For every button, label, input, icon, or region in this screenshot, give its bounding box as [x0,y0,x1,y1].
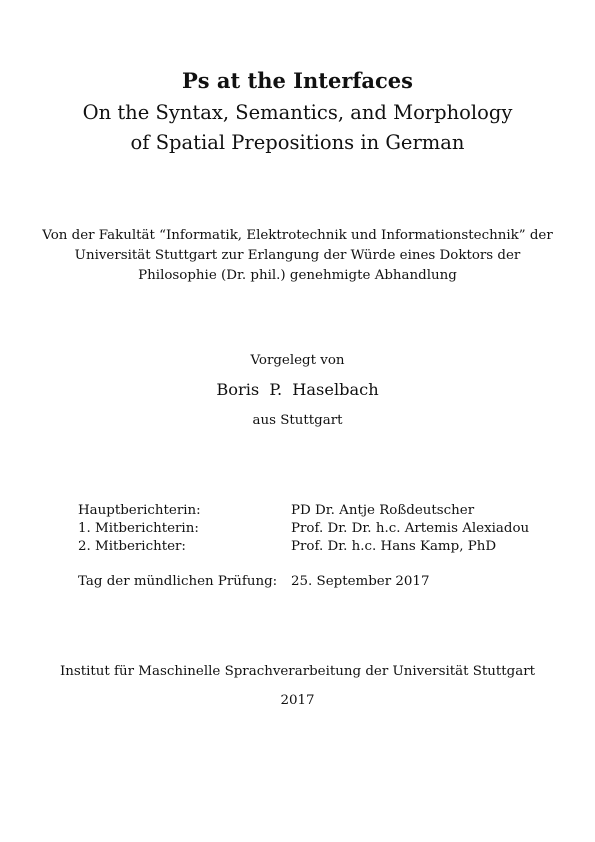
committee-row [78,538,538,556]
faculty-statement-line-1: Von der Fakultät “Informatik, Elektrotechnik und Informationstechnik” der [42,228,553,243]
committee-row [78,520,538,538]
committee-list [78,502,538,556]
presented-by-label: Vorgelegt von [250,353,345,368]
author-name: Boris P. Haselbach [216,380,379,399]
faculty-statement-line-3: Philosophie (Dr. phil.) genehmigte Abhandlung [138,268,457,283]
oral-exam [78,573,538,591]
publication-year: 2017 [280,693,315,708]
committee-role: 2. Mitberichter: [78,539,186,554]
committee-person: PD Dr. Antje Roßdeutscher [291,503,475,518]
thesis-title: Ps at the Interfaces [181,68,413,93]
committee-person: Prof. Dr. Dr. h.c. Artemis Alexiadou [291,521,530,536]
committee-role: 1. Mitberichterin: [78,521,199,536]
subtitle-line-1: On the Syntax, Semantics, and Morphology [82,101,513,124]
author-origin: aus Stuttgart [252,413,343,428]
committee-role: Hauptberichterin: [78,503,201,518]
committee-row [78,502,538,520]
subtitle-line-2: of Spatial Prepositions in German [130,131,465,154]
faculty-statement-line-2: Universität Stuttgart zur Erlangung der Würde eines Doktors der [74,248,521,263]
oral-exam-label: Tag der mündlichen Prüfung: [78,574,278,589]
committee-person: Prof. Dr. h.c. Hans Kamp, PhD [291,539,497,554]
oral-exam-date: 25. September 2017 [291,574,430,589]
faculty-statement [0,226,595,286]
institute-name: Institut für Maschinelle Sprachverarbeitung der Universität Stuttgart [59,664,536,679]
